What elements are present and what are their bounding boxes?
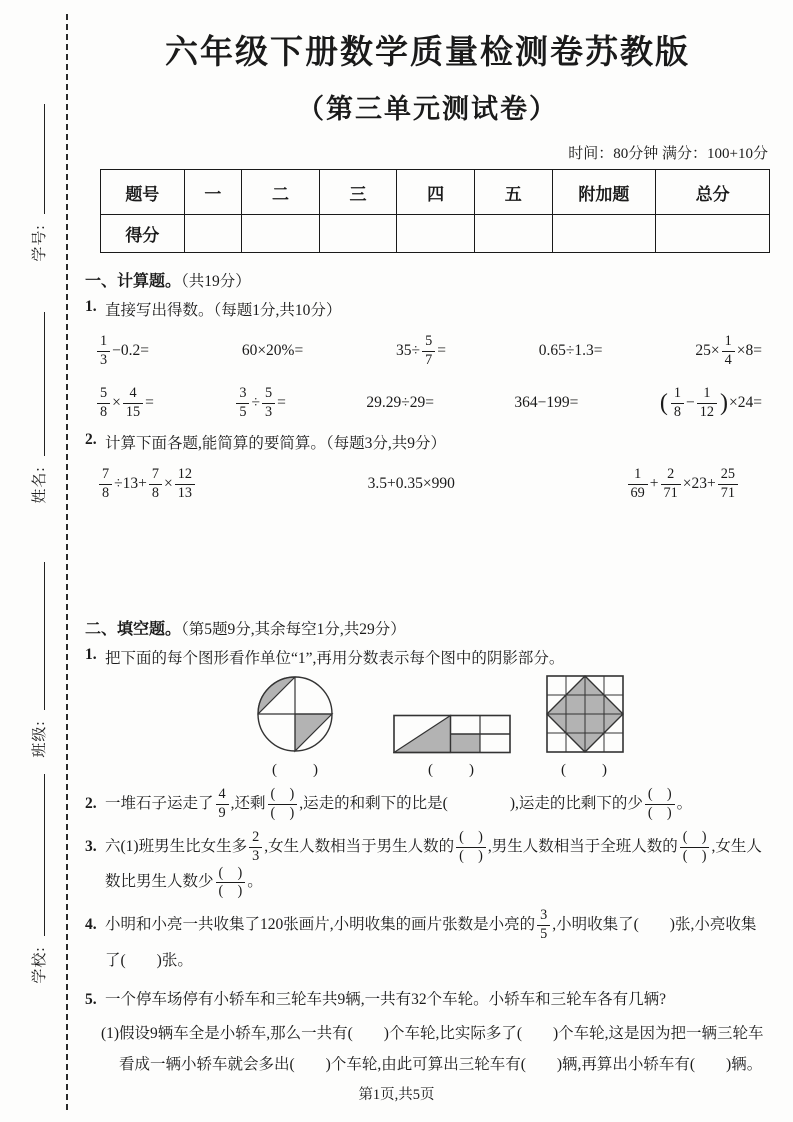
expression: 364−199= <box>514 394 579 411</box>
score-cell-empty <box>319 215 397 253</box>
calc-row-1 <box>85 330 770 372</box>
score-row-label: 得分 <box>101 215 185 253</box>
school-fill-line <box>44 774 45 936</box>
question-number: 4. <box>85 915 97 933</box>
expression: 29.29÷29= <box>366 394 434 411</box>
expression: $\frac{3}{5}$ ÷ $\frac{5}{3}$ = <box>234 386 286 420</box>
score-cell-empty <box>184 215 242 253</box>
question-number: 1. <box>85 298 97 315</box>
answer-work-space <box>85 505 770 601</box>
grid-diamond-figure <box>545 674 625 754</box>
circle-quarters-figure <box>255 674 337 754</box>
section2-title: 二、填空题。 <box>85 621 182 638</box>
question-points: （每题3分,共9分） <box>325 435 447 452</box>
rectangle-parts-figure <box>393 714 511 754</box>
figure-answer-blank: ( ) <box>561 762 609 778</box>
question-number: 2. <box>85 795 97 812</box>
score-header-cell: 题号 <box>101 170 185 215</box>
expression: $\frac{7}{8}$ ÷13+ $\frac{7}{8}$ × $\frac{12}{13}$ <box>97 467 197 501</box>
expression: $\frac{1}{69}$ + $\frac{2}{71}$ ×23+ $\frac{25}{71}$ <box>626 467 740 501</box>
class-label: 班级: <box>31 720 48 758</box>
score-cell-empty <box>474 215 552 253</box>
circle-figure-block <box>255 674 337 779</box>
section2-heading <box>85 616 770 639</box>
score-table-score-row <box>101 215 770 253</box>
score-cell-empty <box>552 215 656 253</box>
question-s1-q1 <box>85 298 770 320</box>
question-text: 小明和小亮一共收集了120张画片,小明收集的画片张数是小亮的 $\frac{3}{5}$ ,小明收集了( )张,小亮收集了( )张。 <box>105 907 757 969</box>
score-header-cell: 四 <box>397 170 475 215</box>
question-text: 一堆石子运走了 $\frac{4}{9}$ ,还剩 $\frac{( )}{( )}$ ,运走的和剩下的比是( ),运走的比剩下的少 $\frac{( )}{( )}$ 。 <box>105 786 693 821</box>
score-header-cell: 一 <box>184 170 242 215</box>
question-s1-q2 <box>85 431 770 453</box>
score-header-cell: 五 <box>474 170 552 215</box>
score-cell-empty <box>242 215 320 253</box>
question-s2-q5-sub1 <box>85 1019 770 1079</box>
question-s2-q1 <box>85 646 770 668</box>
score-header-cell: 三 <box>319 170 397 215</box>
fraction-figures-row <box>85 674 770 779</box>
expression: 0.65÷1.3= <box>538 342 603 359</box>
student-name-fill-line <box>44 312 45 456</box>
student-id-label: 学号: <box>31 224 48 262</box>
question-number: 5. <box>85 991 97 1009</box>
figure-answer-blank: ( ) <box>428 762 476 778</box>
page-subtitle: （第三单元测试卷） <box>297 94 558 124</box>
exam-meta: 时间：80分钟 满分：100+10分 <box>568 146 768 162</box>
question-s2-q4 <box>85 907 770 978</box>
expression: $\frac{5}{8}$ × $\frac{4}{15}$ = <box>95 386 154 420</box>
score-header-cell: 总分 <box>656 170 770 215</box>
score-cell-empty <box>397 215 475 253</box>
school-label: 学校: <box>31 946 48 984</box>
score-cell-empty <box>656 215 770 253</box>
page-number: 第1页,共5页 <box>358 1087 435 1103</box>
rectangle-figure-block <box>393 714 511 779</box>
question-s2-q5 <box>85 985 770 1015</box>
section1-heading <box>85 268 770 291</box>
score-header-cell: 二 <box>242 170 320 215</box>
student-name-label: 姓名: <box>31 466 48 504</box>
question-text: 六(1)班男生比女生多 $\frac{2}{3}$ ,女生人数相当于男生人数的 $\frac{( )}{( )}$ ,男生人数相当于全班人数的 $\frac{( )}{( )}$ ,女生人数比男生人数少 $\frac{( )}{( )}$ 。 <box>105 828 762 900</box>
exam-content <box>85 0 770 1080</box>
grid-diamond-figure-block <box>545 674 625 779</box>
question-number: 2. <box>85 431 97 448</box>
student-id-fill-line <box>44 104 45 214</box>
calc-row-3 <box>85 463 770 505</box>
question-text: 把下面的每个图形看作单位“1”,再用分数表示每个图中的阴影部分。 <box>105 650 565 667</box>
section1-points: （共19分） <box>181 273 251 290</box>
expression: 60×20%= <box>241 342 304 359</box>
expression: 3.5+0.35×990 <box>367 475 455 492</box>
question-number: 1. <box>85 646 97 663</box>
section1-title: 一、计算题。 <box>85 273 182 290</box>
question-s2-q2 <box>85 786 770 822</box>
score-table-header-row <box>101 170 770 215</box>
question-points: （每题1分,共10分） <box>213 302 342 319</box>
class-fill-line <box>44 562 45 710</box>
question-text: 计算下面各题,能简算的要简算。 <box>105 435 326 452</box>
score-table <box>100 169 770 253</box>
calc-row-2 <box>85 382 770 424</box>
expression: 25× $\frac{1}{4}$ ×8= <box>695 332 762 368</box>
question-text: 一个停车场停有小轿车和三轮车共9辆,一共有32个车轮。小轿车和三轮车各有几辆? <box>105 991 667 1009</box>
expression: 35÷ $\frac{5}{7}$ = <box>396 332 446 368</box>
score-header-cell: 附加题 <box>552 170 656 215</box>
page-title: 六年级下册数学质量检测卷苏教版 <box>165 35 690 71</box>
figure-answer-blank: ( ) <box>272 762 320 778</box>
section2-points: （第5题9分,其余每空1分,共29分） <box>181 621 406 638</box>
sub-question-text: 假设9辆车全是小轿车,那么一共有( )个车轮,比实际多了( )个车轮,这是因为把一辆三轮车看成一辆小轿车就会多出( )个车轮,由此可算出三轮车有( )辆,再算出小轿车有( )辆。 <box>119 1025 764 1073</box>
expression: $\frac{1}{3}$ −0.2= <box>95 334 149 368</box>
sub-question-number: (1) <box>101 1025 120 1043</box>
question-text: 直接写出得数。 <box>105 302 214 319</box>
question-s2-q3 <box>85 829 770 900</box>
question-number: 3. <box>85 837 97 855</box>
expression: ( $\frac{1}{8}$ − $\frac{1}{12}$ )×24= <box>659 384 762 420</box>
